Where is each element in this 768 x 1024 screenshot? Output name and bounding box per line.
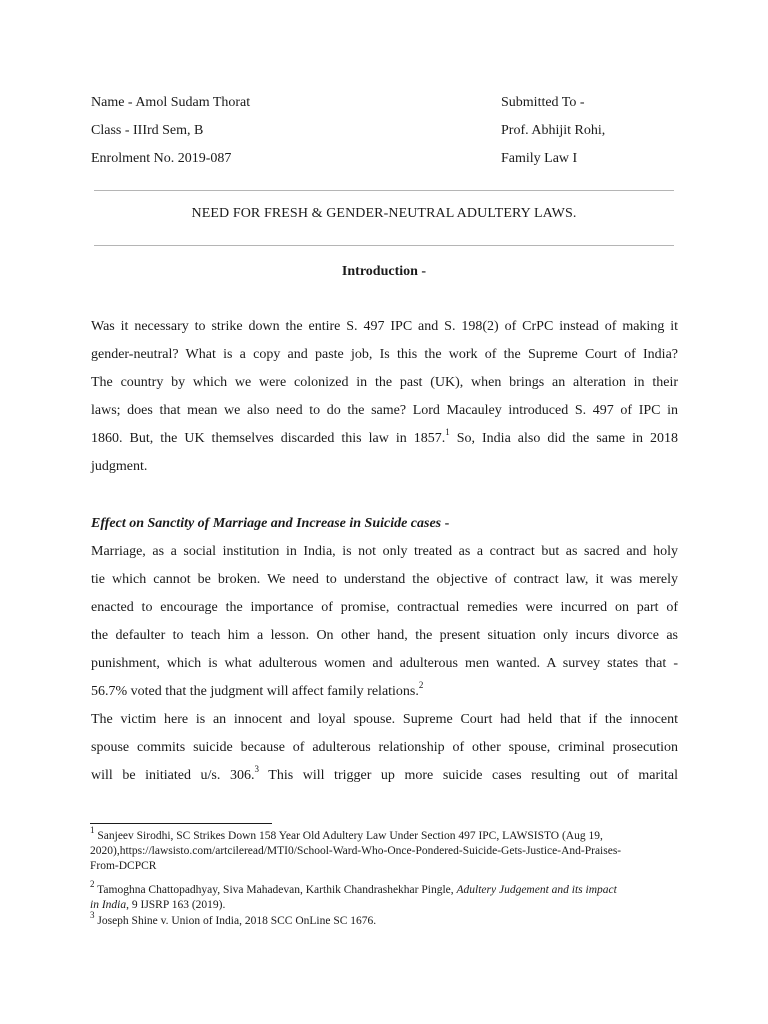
marriage-line: Marriage, as a social institution in India, is not only treated as a contract but as sacred and holy: [91, 544, 678, 559]
intro-line: Was it necessary to strike down the entire S. 497 IPC and S. 198(2) of CrPC instead of making it: [91, 319, 678, 334]
footnote-1-line[interactable]: From-DCPCR: [90, 860, 157, 872]
footnote-3-text: Joseph Shine v. Union of India, 2018 SCC OnLine SC 1676.: [94, 915, 377, 927]
footnote-3: [90, 910, 690, 929]
victim-line-tail: This will trigger up more suicide cases resulting out of marital: [268, 768, 678, 783]
intro-line: [91, 425, 678, 453]
title-divider: [94, 245, 674, 246]
footnote-2: [90, 879, 690, 913]
student-class: Class - IIIrd Sem, B: [91, 123, 204, 138]
marriage-line-text: 56.7% voted that the judgment will affect family relations.: [91, 684, 419, 699]
section-heading-dash: -: [441, 516, 450, 531]
marriage-paragraph: [91, 538, 678, 706]
footnote-separator: [90, 823, 272, 824]
subject-name: Family Law I: [501, 151, 578, 166]
submitted-to-label: Submitted To -: [501, 95, 585, 110]
marriage-line: tie which cannot be broken. We need to understand the objective of contract law, it was merely: [91, 572, 678, 587]
footnote-2-title-cont: in India: [90, 899, 127, 911]
intro-line: judgment.: [91, 459, 148, 474]
footnote-2-number: 2: [90, 879, 95, 890]
top-divider: [94, 190, 674, 191]
victim-line: spouse commits suicide because of adulterous relationship of other spouse, criminal prosecution: [91, 740, 678, 755]
victim-line: [91, 762, 678, 790]
marriage-line: enacted to encourage the importance of promise, contractual remedies were incurred on part of: [91, 600, 678, 615]
introduction-heading: Introduction -: [341, 264, 427, 279]
footnote-ref-2[interactable]: 2: [418, 680, 424, 691]
footnote-ref-1[interactable]: 1: [445, 427, 450, 438]
professor-name: Prof. Abhijit Rohi,: [501, 123, 606, 138]
footnote-1: [90, 825, 690, 874]
footnote-ref-3[interactable]: 3: [254, 764, 259, 775]
marriage-line: punishment, which is what adulterous women and adulterous men wanted. A survey states that -: [91, 656, 678, 671]
victim-paragraph: [91, 706, 678, 790]
footnote-2-title: Adultery Judgement and its impact: [456, 884, 617, 896]
marriage-line: the defaulter to teach him a lesson. On other hand, the present situation only incurs divorce as: [91, 628, 678, 643]
document-title: NEED FOR FRESH & GENDER-NEUTRAL ADULTERY LAWS.: [191, 206, 577, 221]
victim-line-text: will be initiated u/s. 306.: [91, 768, 255, 783]
student-name: Name - Amol Sudam Thorat: [91, 95, 251, 110]
footnote-3-number: 3: [90, 910, 95, 921]
footnote-1-link[interactable]: 2020),https://lawsisto.com/artcileread/MTI0/School-Ward-Who-Once-Pondered-Suicide-Gets-Justice-And-Praises-: [90, 845, 622, 857]
footnote-2-authors: Tamoghna Chattopadhyay, Siva Mahadevan, Karthik Chandrashekhar Pingle,: [94, 884, 457, 896]
footnote-2-citation: , 9 IJSRP 163 (2019).: [126, 899, 226, 911]
intro-line-tail: So, India also did the same in 2018: [449, 431, 678, 446]
footnote-1-number: 1: [90, 825, 95, 836]
intro-line: The country by which we were colonized in the past (UK), when brings an alteration in their: [91, 375, 678, 390]
marriage-line: [91, 678, 678, 706]
footnote-1-line: Sanjeev Sirodhi, SC Strikes Down 158 Year Old Adultery Law Under Section 497 IPC, LAWSISTO (Aug 19,: [94, 830, 603, 842]
victim-line: The victim here is an innocent and loyal spouse. Supreme Court had held that if the innocent: [91, 712, 678, 727]
section-heading: [91, 516, 449, 532]
introduction-paragraph: [91, 313, 678, 481]
enrolment-number: Enrolment No. 2019-087: [91, 151, 232, 166]
intro-line: gender-neutral? What is a copy and paste job, Is this the work of the Supreme Court of India?: [91, 347, 678, 362]
intro-line: laws; does that mean we also need to do the same? Lord Macauley introduced S. 497 of IPC in: [91, 403, 678, 418]
section-heading-text: Effect on Sanctity of Marriage and Increase in Suicide cases: [91, 516, 442, 531]
intro-line-text: 1860. But, the UK themselves discarded this law in 1857.: [91, 431, 446, 446]
